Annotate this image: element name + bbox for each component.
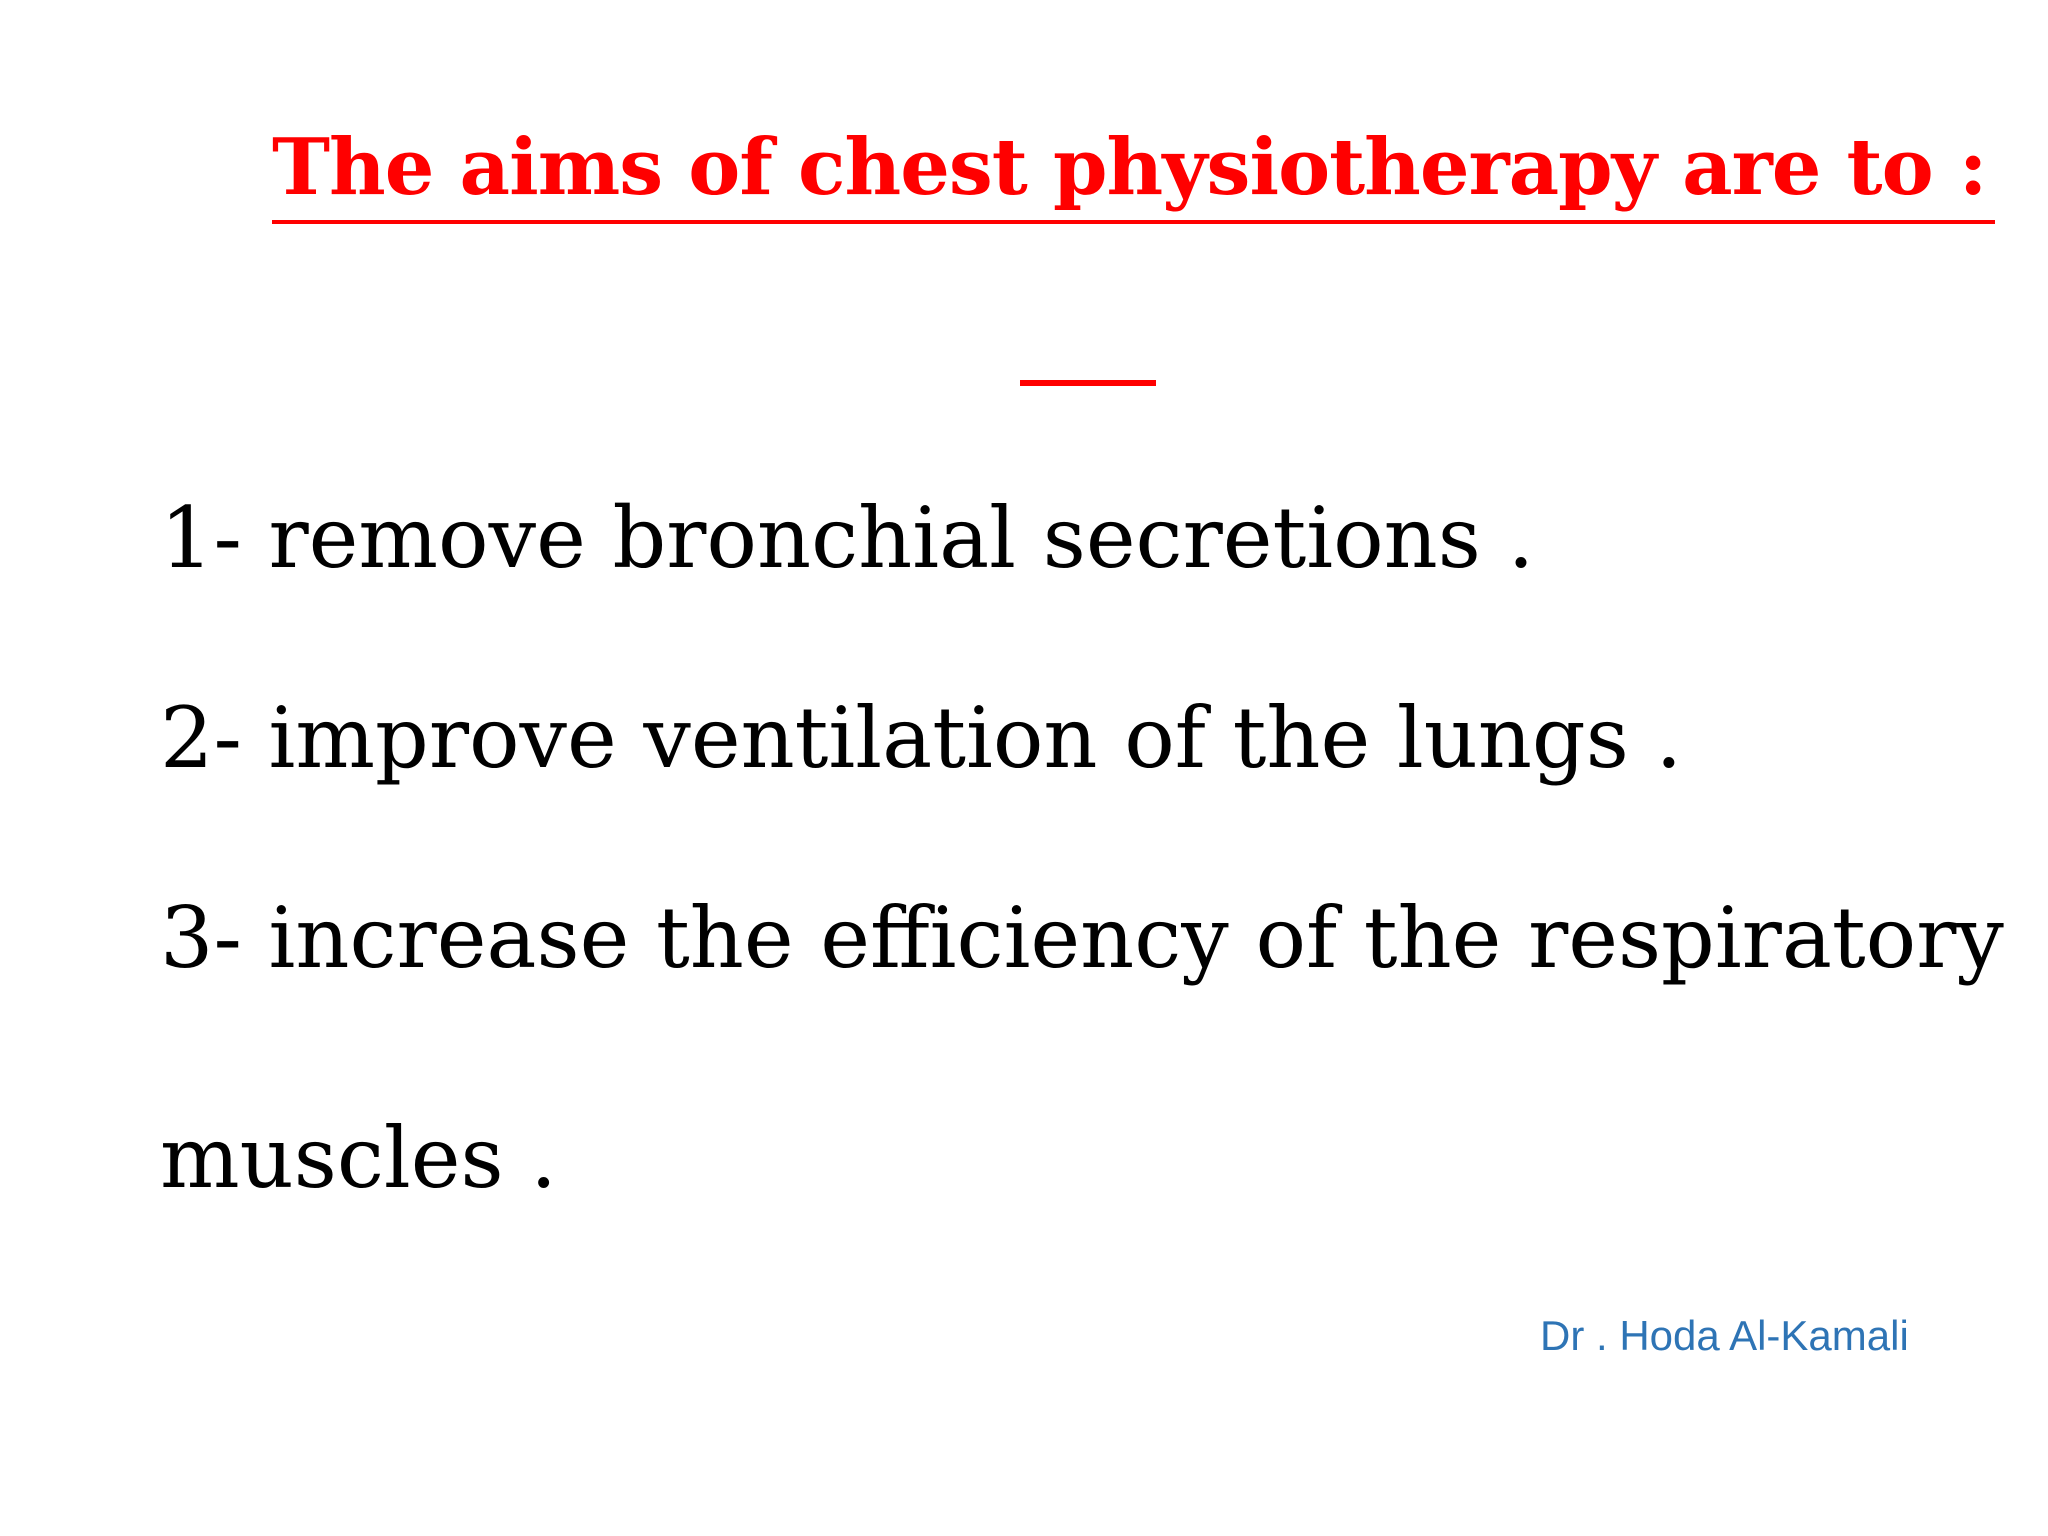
slide-title: The aims of chest physiotherapy are to : bbox=[272, 122, 1987, 213]
author-credit: Dr . Hoda Al-Kamali bbox=[1540, 1312, 1909, 1359]
title-dash-underline bbox=[1020, 380, 1156, 386]
title-underline bbox=[272, 220, 1995, 224]
aim-item-3: 3- increase the efficiency of the respiratory bbox=[160, 889, 2004, 987]
aim-item-3-continuation: muscles . bbox=[160, 1109, 557, 1207]
aim-item-1: 1- remove bronchial secretions . bbox=[160, 489, 1535, 587]
aim-item-2: 2- improve ventilation of the lungs . bbox=[160, 689, 1683, 787]
